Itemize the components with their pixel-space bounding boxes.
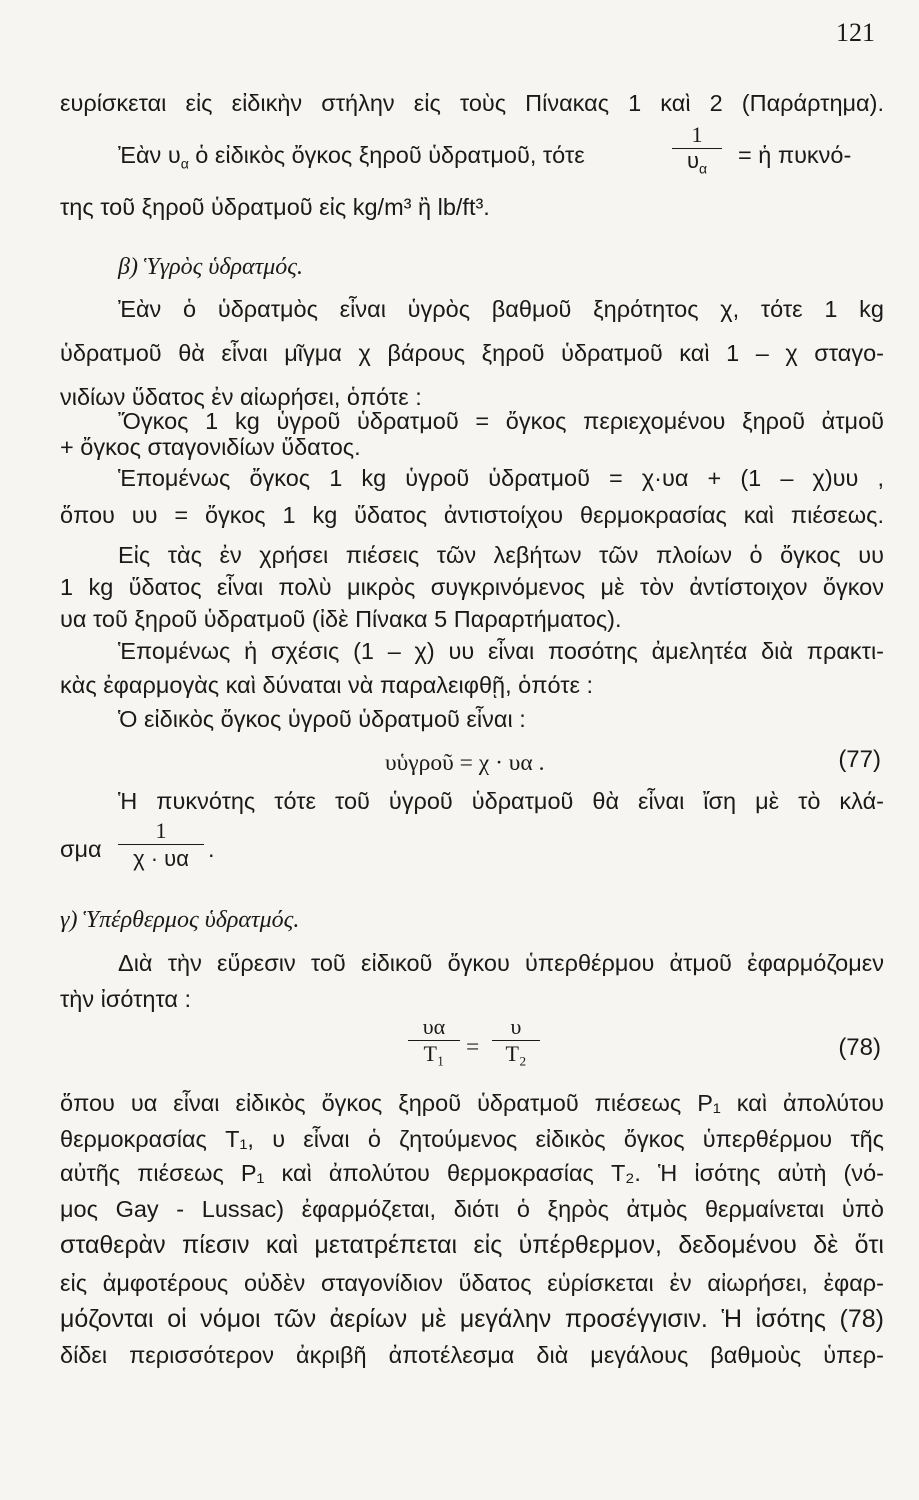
text-line-32: δίδει περισσότερον ἀκριβῆ ἀποτέλεσμα διὰ μεγάλους βαθμοὺς ὑπερ- xyxy=(60,1342,884,1368)
equation-77: υὑγροῦ = χ · υα . xyxy=(385,750,545,776)
text-line-31: μόζονται οἱ νόμοι τῶν ἀερίων μὲ μεγάλην προσέγγισιν. Ἡ ἰσότης (78) xyxy=(60,1305,884,1333)
text-line-20: σμα xyxy=(60,836,102,862)
text-line-26: θερμοκρασίας T₁, υ εἶναι ὁ ζητούμενος εἰδικὸς ὄγκος ὑπερθέρμου τῆς xyxy=(60,1126,884,1152)
section-heading-gamma: γ) Ὑπέρθερμος ὑδρατμός. xyxy=(60,907,300,933)
eq78-right-num: υ xyxy=(510,1014,522,1039)
text-line-13: 1 kg ὕδατος εἶναι πολὺ μικρὸς συγκρινόμενος μὲ τὸν ἀντίστοιχον ὄγκον xyxy=(60,574,884,600)
text-line-7: νιδίων ὕδατος ἐν αἰωρήσει, ὁπότε : xyxy=(60,384,422,410)
text-line-11: ὅπου υυ = ὄγκος 1 kg ὕδατος ἀντιστοίχου θερμοκρασίας καὶ πιέσεως. xyxy=(60,502,884,528)
text-line-25: ὅπου υα εἶναι εἰδικὸς ὄγκος ξηροῦ ὑδρατμοῦ πιέσεως P₁ καὶ ἀπολύτου xyxy=(60,1090,884,1116)
text-line-2-end: = ἡ πυκνό- xyxy=(738,142,852,168)
text-line-28: μος Gay - Lussac) ἐφαρμόζεται, διότι ὁ ξηρὸς ἀτμὸς θερμαίνεται ὑπὸ xyxy=(60,1196,884,1222)
text-line-27: αὐτῆς πιέσεως P₁ καὶ ἀπολύτου θερμοκρασίας T₂. Ἡ ἰσότης αὐτὴ (νό- xyxy=(60,1160,884,1186)
text-line-1: ευρίσκεται εἰς εἰδικὴν στήλην εἰς τοὺς Πίνακας 1 καὶ 2 (Παράρτημα). xyxy=(60,90,884,116)
fraction-num: 1 xyxy=(155,818,167,843)
equation-77-number: (77) xyxy=(838,746,881,773)
text-line-9: + ὄγκος σταγονιδίων ὕδατος. xyxy=(60,434,361,460)
text-line-8: Ὄγκος 1 kg ὑγροῦ ὑδρατμοῦ = ὄγκος περιεχομένου ξηροῦ ἀτμοῦ xyxy=(118,408,884,434)
text-line-6: ὑδρατμοῦ θὰ εἶναι μῖγμα χ βάρους ξηροῦ ὑδρατμοῦ καὶ 1 – χ σταγο- xyxy=(60,340,884,366)
line2-start: Ἐὰν υ xyxy=(118,142,181,168)
text-line-5: Ἐὰν ὁ ὑδρατμὸς εἶναι ὑγρὸς βαθμοῦ ξηρότητος χ, τότε 1 kg xyxy=(118,296,884,322)
text-line-14: υα τοῦ ξηροῦ ὑδρατμοῦ (ἰδὲ Πίνακα 5 Παραρτήματος). xyxy=(60,606,622,632)
fraction-one-over-chi-v xyxy=(118,818,204,873)
text-line-23: τὴν ἰσότητα : xyxy=(60,986,192,1012)
text-line-15: Ἑπομένως ἡ σχέσις (1 – χ) υυ εἶναι ποσότης ἀμελητέα διὰ πρακτι- xyxy=(118,638,884,664)
density-fraction-den: $\upsilon_\alpha$ xyxy=(672,148,722,180)
eq78-equals: = xyxy=(466,1034,480,1060)
eq78-left-fraction xyxy=(408,1014,460,1067)
density-fraction xyxy=(672,122,722,180)
text-line-19: Ἡ πυκνότης τότε τοῦ ὑγροῦ ὑδρατμοῦ θὰ εἶναι ἴση μὲ τὸ κλά- xyxy=(118,788,884,814)
text-line-30: εἰς ἀμφοτέρους οὐδὲν σταγονίδιον ὕδατος εὑρίσκεται ἐν αἰωρήσει, ἐφαρ- xyxy=(60,1270,884,1296)
text-line-29: σταθερὰν πίεσιν καὶ μετατρέπεται εἰς ὑπέρθερμον, δεδομένου δὲ ὅτι xyxy=(60,1231,884,1259)
eq78-left-num: υα xyxy=(422,1014,446,1039)
line2-mid: ὁ εἰδικὸς ὄγκος ξηροῦ ὑδρατμοῦ, τότε xyxy=(188,142,585,168)
eq78-right-fraction xyxy=(492,1014,540,1067)
text-line-12: Εἰς τὰς ἐν χρήσει πιέσεις τῶν λεβήτων τῶν πλοίων ὁ ὄγκος υυ xyxy=(118,542,884,568)
text-line-16: κὰς ἐφαρμογὰς καὶ δύναται νὰ παραλειφθῇ, ὁπότε : xyxy=(60,672,594,698)
text-line-17: Ὁ εἰδικὸς ὄγκος ὑγροῦ ὑδρατμοῦ εἶναι : xyxy=(118,706,526,732)
line2-sub: α xyxy=(180,155,189,172)
text-line-22: Διὰ τὴν εὕρεσιν τοῦ εἰδικοῦ ὄγκου ὑπερθέρμου ἀτμοῦ ἐφαρμόζομεν xyxy=(118,950,884,976)
density-fraction-num: 1 xyxy=(691,122,703,147)
text-line-20-end: . xyxy=(208,836,215,862)
eq78-right-den: T₂ xyxy=(505,1041,527,1066)
section-heading-beta: β) Ὑγρὸς ὑδρατμός. xyxy=(118,254,304,280)
page-number: 121 xyxy=(836,18,875,47)
equation-78-number: (78) xyxy=(838,1034,881,1061)
eq78-left-den: T₁ xyxy=(423,1041,445,1066)
fraction-den: χ · υα xyxy=(118,844,204,873)
text-line-10: Ἑπομένως ὄγκος 1 kg ὑγροῦ ὑδρατμοῦ = χ·υα + (1 – χ)υυ , xyxy=(118,465,884,491)
text-line-3: της τοῦ ξηροῦ ὑδρατμοῦ εἰς kg/m³ ἢ lb/ft³. xyxy=(60,194,490,220)
